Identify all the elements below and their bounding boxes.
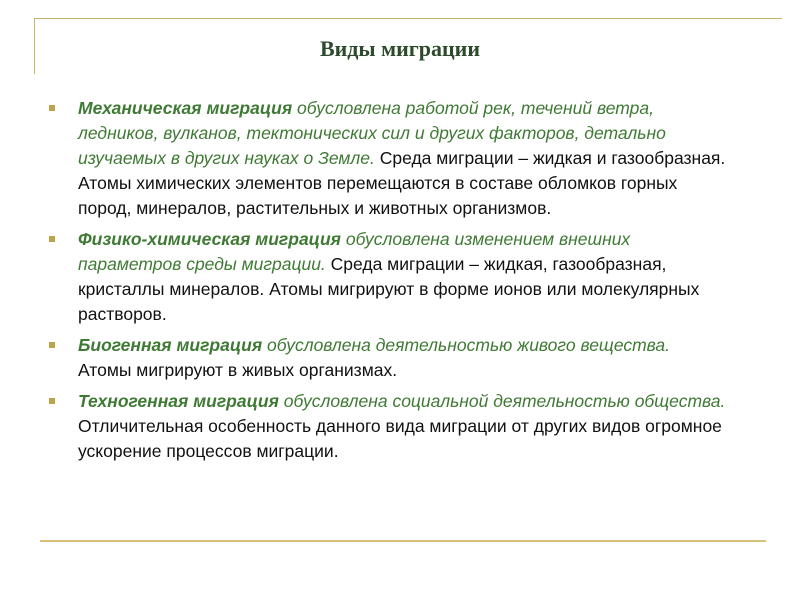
frame-top-line (34, 18, 782, 19)
square-bullet-icon (49, 342, 55, 348)
bullet-text: Отличительная особенность данного вида миграции от других видов огромное ускорение процессов миграции. (78, 416, 722, 461)
bullet-item-technogenic (46, 389, 726, 464)
square-bullet-icon (49, 236, 55, 242)
slide-title: Виды миграции (319, 36, 481, 61)
bullet-cause: обусловлена работой рек, течений ветра, ледников, вулканов, тектонических сил и других факторов, детально изучаемых в других науках о Земле. (78, 98, 666, 168)
bullet-text: Среда миграции – жидкая, газообразная, кристаллы минералов. Атомы мигрируют в форме ионов или молекулярных растворов. (78, 254, 700, 324)
bullet-term: Биогенная миграция (78, 335, 263, 355)
bullet-text: Среда миграции – жидкая и газообразная. Атомы химических элементов перемещаются в составе обломков горных пород, минералов, растительных и животных организмов. (78, 148, 726, 218)
bullet-cause: обусловлена изменением внешних параметров среды миграции. (78, 229, 631, 274)
bullet-cause: обусловлена социальной деятельностью общества. (278, 391, 726, 411)
bullet-term: Физико-химическая миграция (78, 229, 341, 249)
bullet-list (46, 96, 726, 470)
bullet-term: Механическая миграция (78, 98, 293, 118)
bullet-text: Атомы мигрируют в живых организмах. (78, 360, 398, 380)
bullet-item-physicochemical (46, 227, 726, 327)
square-bullet-icon (49, 105, 55, 111)
square-bullet-icon (49, 398, 55, 404)
bullet-term: Техногенная миграция (78, 391, 279, 411)
frame-bottom-line (40, 540, 766, 542)
bullet-item-biogenic (46, 333, 726, 383)
bullet-cause: обусловлена деятельностью живого вещества. (262, 335, 671, 355)
bullet-item-mechanical (46, 96, 726, 221)
